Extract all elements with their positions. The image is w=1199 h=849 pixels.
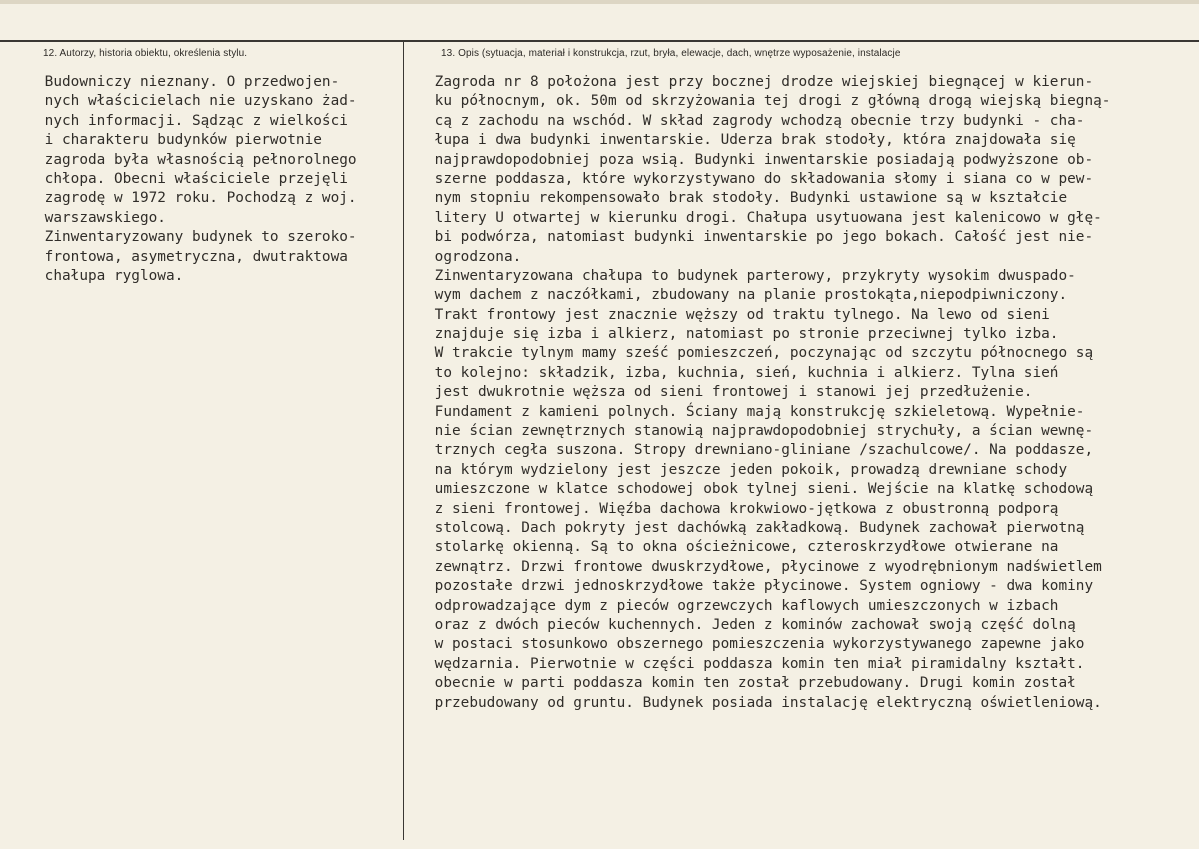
history-text-line: nych informacji. Sądząc z wielkości — [36, 112, 348, 129]
description-text-line: wędzarnia. Pierwotnie w części poddasza komin ten miał piramidalny kształt. — [426, 655, 1085, 672]
description-text-line: jest dwukrotnie węższa od sieni frontowej i stanowi jej przedłużenie. — [426, 384, 1033, 401]
description-text-line: umieszczone w klatce schodowej obok tylnej sieni. Wejście na klatkę schodową — [426, 481, 1094, 498]
history-text-line: zagroda była własnością pełnorolnego — [36, 151, 357, 168]
description-text-line: W trakcie tylnym mamy sześć pomieszczeń, poczynając od szczytu północnego są — [426, 345, 1094, 362]
description-text-line: Fundament z kamieni polnych. Ściany mają konstrukcję szkieletową. Wypełnie- — [426, 403, 1085, 420]
description-text-line: ogrodzona. — [426, 248, 522, 265]
history-text-line: nych właścicielach nie uzyskano żad- — [36, 93, 357, 110]
description-text-line: oraz z dwóch pieców kuchennych. Jeden z kominów zachował swoją część dolną — [426, 616, 1076, 633]
description-text-line: stolarkę okienną. Są to okna ościeżnicowe, czteroskrzydłowe otwierane na — [426, 539, 1059, 556]
paper-top-edge — [0, 0, 1199, 4]
description-text-line: w postaci stosunkowo obszernego pomieszczenia wykorzystywanego zapewne jako — [426, 636, 1085, 653]
description-text-line: pozostałe drzwi jednoskrzydłowe także płycinowe. System ogniowy - dwa kominy — [426, 578, 1094, 595]
description-text-line: łupa i dwa budynki inwentarskie. Uderza brak stodoły, która znajdowała się — [426, 132, 1076, 149]
description-text-line: stolcową. Dach pokryty jest dachówką zakładkową. Budynek zachował pierwotną — [426, 519, 1085, 536]
history-text-line: Budowniczy nieznany. O przedwojen- — [36, 74, 340, 90]
description-text-line: obecnie w parti poddasza komin ten został przebudowany. Drugi komin został — [426, 675, 1076, 692]
right-section-heading: 13. Opis (sytuacja, materiał i konstrukcja, rzut, bryła, elewacje, dach, wnętrze wyposażenie, instalacje — [441, 48, 901, 59]
description-text-line: z sieni frontowej. Więźba dachowa krokwiowo-jętkowa z obustronną podporą — [426, 500, 1059, 517]
description-text-line: bi podwórza, natomiast budynki inwentarskie po jego bokach. Całość jest nie- — [426, 229, 1094, 246]
description-text-line: litery U otwartej w kierunku drogi. Chałupa usytuowana jest kalenicowo w głę- — [426, 209, 1102, 226]
description-text-column — [426, 73, 1110, 713]
header-rule — [0, 40, 1199, 42]
description-text-line: trznych cegła suszona. Stropy drewniano-gliniane /szachulcowe/. Na poddasze, — [426, 442, 1094, 459]
description-text-line: nie ścian zewnętrznych stanowią najprawdopodobniej strychuły, a ścian wewnę- — [426, 423, 1094, 440]
history-text-line: Zinwentaryzowany budynek to szeroko- — [36, 229, 357, 246]
history-text-line: zagrodę w 1972 roku. Pochodzą z woj. — [36, 190, 357, 207]
history-text-column — [36, 73, 357, 286]
column-divider — [403, 40, 404, 840]
history-text-line: frontowa, asymetryczna, dwutraktowa — [36, 248, 348, 265]
description-text-line: ku północnym, ok. 50m od skrzyżowania tej drogi z główną drogą wiejską biegną- — [426, 93, 1111, 110]
description-text-line: to kolejno: składzik, izba, kuchnia, sień, kuchnia i alkierz. Tylna sień — [426, 364, 1059, 381]
description-text-line: wym dachem z naczółkami, zbudowany na planie prostokąta,niepodpiwniczony. — [426, 287, 1068, 304]
description-text-line: zewnątrz. Drzwi frontowe dwuskrzydłowe, płycinowe z wyodrębnionym nadświetlem — [426, 558, 1102, 575]
description-text-line: znajduje się izba i alkierz, natomiast po stronie przeciwnej tylko izba. — [426, 326, 1059, 343]
history-text-line: warszawskiego. — [36, 209, 166, 226]
description-text-line: odprowadzające dym z pieców ogrzewczych kaflowych umieszczonych w izbach — [426, 597, 1059, 614]
description-text-line: szerne poddasza, które wykorzystywano do składowania słomy i siana co w pew- — [426, 170, 1094, 187]
left-section-heading: 12. Autorzy, historia obiektu, określenia stylu. — [43, 48, 248, 59]
description-text-line: najprawdopodobniej poza wsią. Budynki inwentarskie posiadają podwyższone ob- — [426, 151, 1094, 168]
description-text-line: cą z zachodu na wschód. W skład zagrody wchodzą obecnie trzy budynki - cha- — [426, 112, 1085, 129]
description-text-line: Zagroda nr 8 położona jest przy bocznej drodze wiejskiej biegnącej w kierun- — [426, 74, 1094, 90]
history-text-line: chałupa ryglowa. — [36, 267, 184, 284]
description-text-line: na którym wydzielony jest jeszcze jeden pokoik, prowadzą drewniane schody — [426, 461, 1068, 478]
description-text-line: przebudowany od gruntu. Budynek posiada instalację elektryczną oświetleniową. — [426, 694, 1102, 711]
description-text-line: Trakt frontowy jest znacznie węższy od traktu tylnego. Na lewo od sieni — [426, 306, 1050, 323]
description-text-line: Zinwentaryzowana chałupa to budynek parterowy, przykryty wysokim dwuspado- — [426, 267, 1076, 284]
description-text-line: nym stopniu rekompensowało brak stodoły. Budynki ustawione są w kształcie — [426, 190, 1068, 207]
history-text-line: chłopa. Obecni właściciele przejęli — [36, 170, 348, 187]
history-text-line: i charakteru budynków pierwotnie — [36, 132, 322, 149]
